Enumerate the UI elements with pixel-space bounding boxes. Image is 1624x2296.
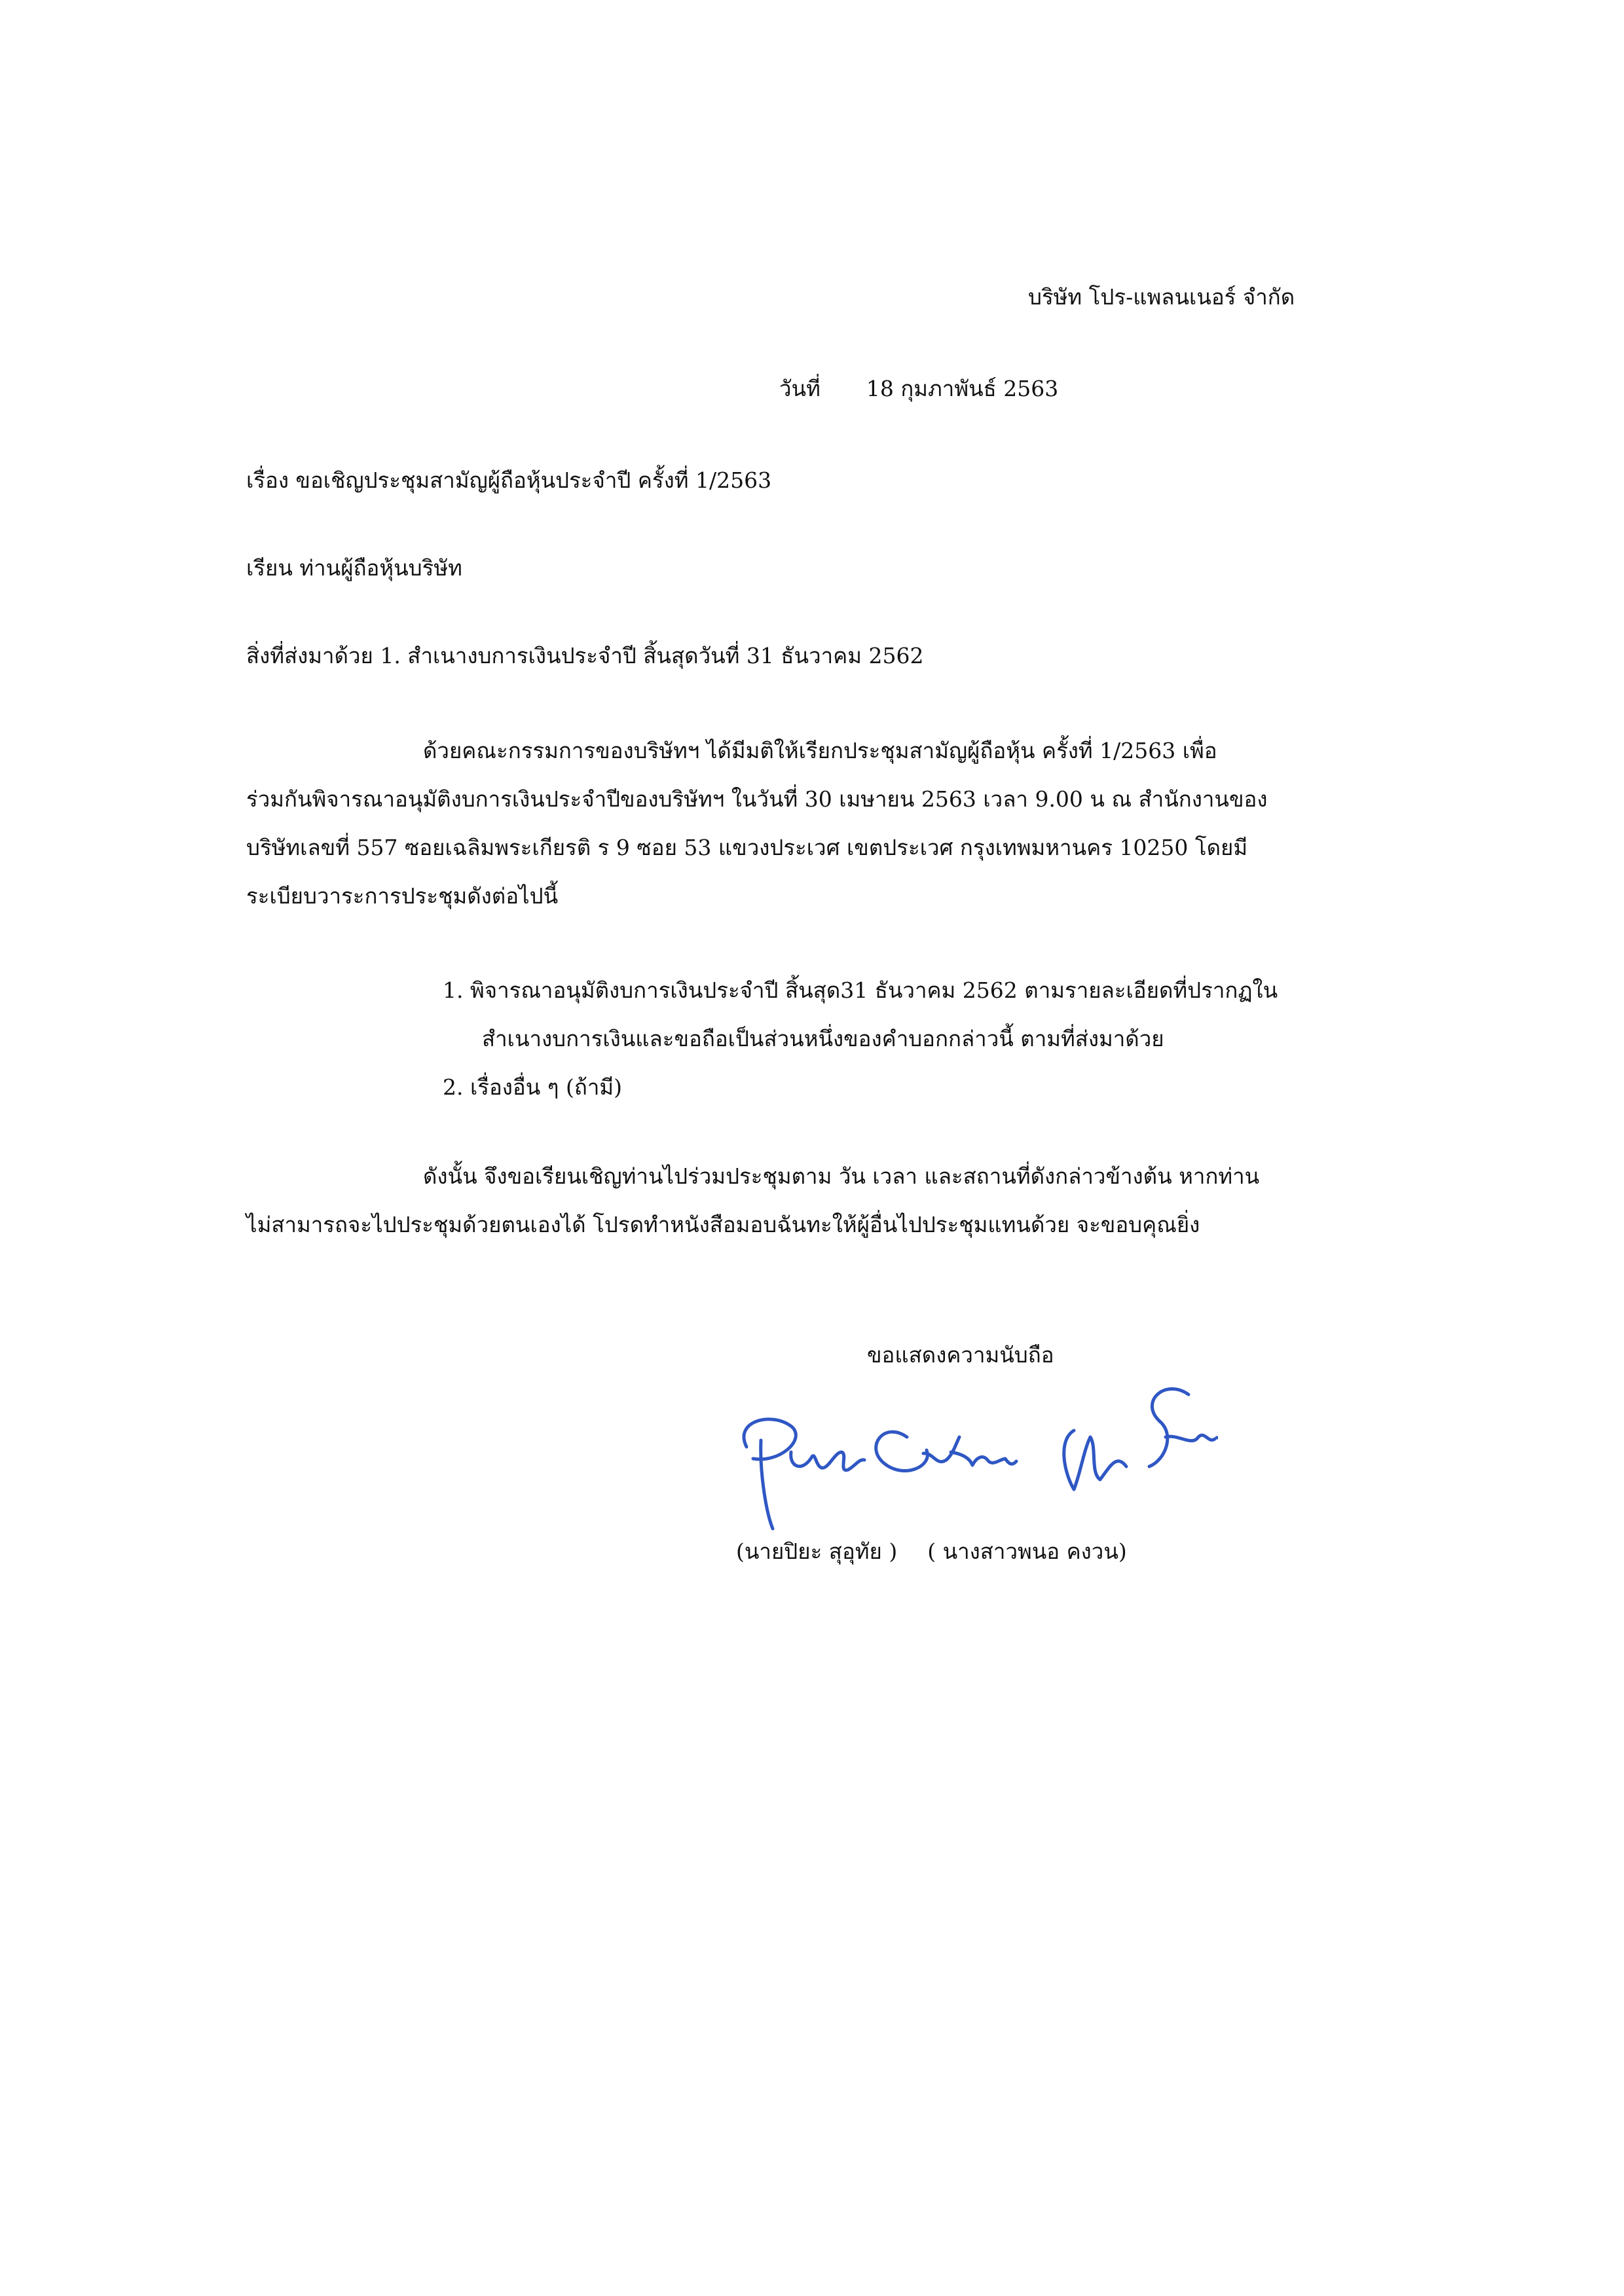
paragraph-line: ด้วยคณะกรรมการของบริษัทฯ ได้มีมติให้เรียกประชุมสามัญผู้ถือหุ้น ครั้งที่ 1/2563 เพื่อ xyxy=(423,738,1217,763)
agenda-item-2: 2. เรื่องอื่น ๆ (ถ้ามี) xyxy=(443,1074,623,1100)
paragraph-line: ร่วมกันพิจารณาอนุมัติงบการเงินประจำปีของบริษัทฯ ในวันที่ 30 เมษายน 2563 เวลา 9.00 น ณ สำนักงานของ xyxy=(246,786,1268,812)
signature-stroke xyxy=(744,1419,864,1529)
signatory-2: ( นางสาวพนอ คงวน) xyxy=(927,1539,1127,1564)
paragraph-line: ไม่สามารถจะไปประชุมด้วยตนเองได้ โปรดทำหนังสือมอบฉันทะให้ผู้อื่นไปประชุมแทนด้วย จะขอบคุณยิ่ง xyxy=(246,1212,1200,1237)
date-line xyxy=(779,374,1058,403)
paragraph-line: บริษัทเลขที่ 557 ซอยเฉลิมพระเกียรติ ร 9 ซอย 53 แขวงประเวศ เขตประเวศ กรุงเทพมหานคร 10250 โดยมี xyxy=(246,835,1248,860)
signatures xyxy=(707,1375,1218,1539)
agenda-item-1: 1. พิจารณาอนุมัติงบการเงินประจำปี สิ้นสุด31 ธันวาคม 2562 ตามรายละเอียดที่ปรากฏใน xyxy=(443,977,1278,1003)
signature-stroke xyxy=(1149,1389,1218,1467)
agenda-item-1-continuation: สำเนางบการเงินและขอถือเป็นส่วนหนึ่งของคำบอกกล่าวนี้ ตามที่ส่งมาด้วย xyxy=(482,1026,1164,1051)
company-name: บริษัท โปร-แพลนเนอร์ จำกัด xyxy=(1028,284,1295,310)
signature-stroke xyxy=(1064,1430,1126,1489)
closing-paragraph xyxy=(246,1152,1386,1249)
enclosure-line: สิ่งที่ส่งมาด้วย 1. สำเนางบการเงินประจำปี สิ้นสุดวันที่ 31 ธันวาคม 2562 xyxy=(246,643,924,668)
paragraph-line: ระเบียบวาระการประชุมดังต่อไปนี้ xyxy=(246,883,559,909)
signatory-names xyxy=(736,1537,1127,1566)
subject-line: เรื่อง ขอเชิญประชุมสามัญผู้ถือหุ้นประจำปี ครั้งที่ 1/2563 xyxy=(246,467,772,493)
closing-salutation: ขอแสดงความนับถือ xyxy=(867,1342,1054,1368)
signatory-1: (นายปิยะ สุอุทัย ) xyxy=(736,1539,898,1564)
date-label: วันที่ xyxy=(779,376,821,401)
addressee-line: เรียน ท่านผู้ถือหุ้นบริษัท xyxy=(246,555,462,581)
signature-stroke xyxy=(876,1432,1016,1470)
paragraph-line: ดังนั้น จึงขอเรียนเชิญท่านไปร่วมประชุมตาม วัน เวลา และสถานที่ดังกล่าวข้างต้น หากท่าน xyxy=(423,1163,1260,1189)
agenda-list xyxy=(443,966,1278,1112)
date-value: 18 กุมภาพันธ์ 2563 xyxy=(866,376,1059,401)
invitation-paragraph xyxy=(246,727,1386,920)
